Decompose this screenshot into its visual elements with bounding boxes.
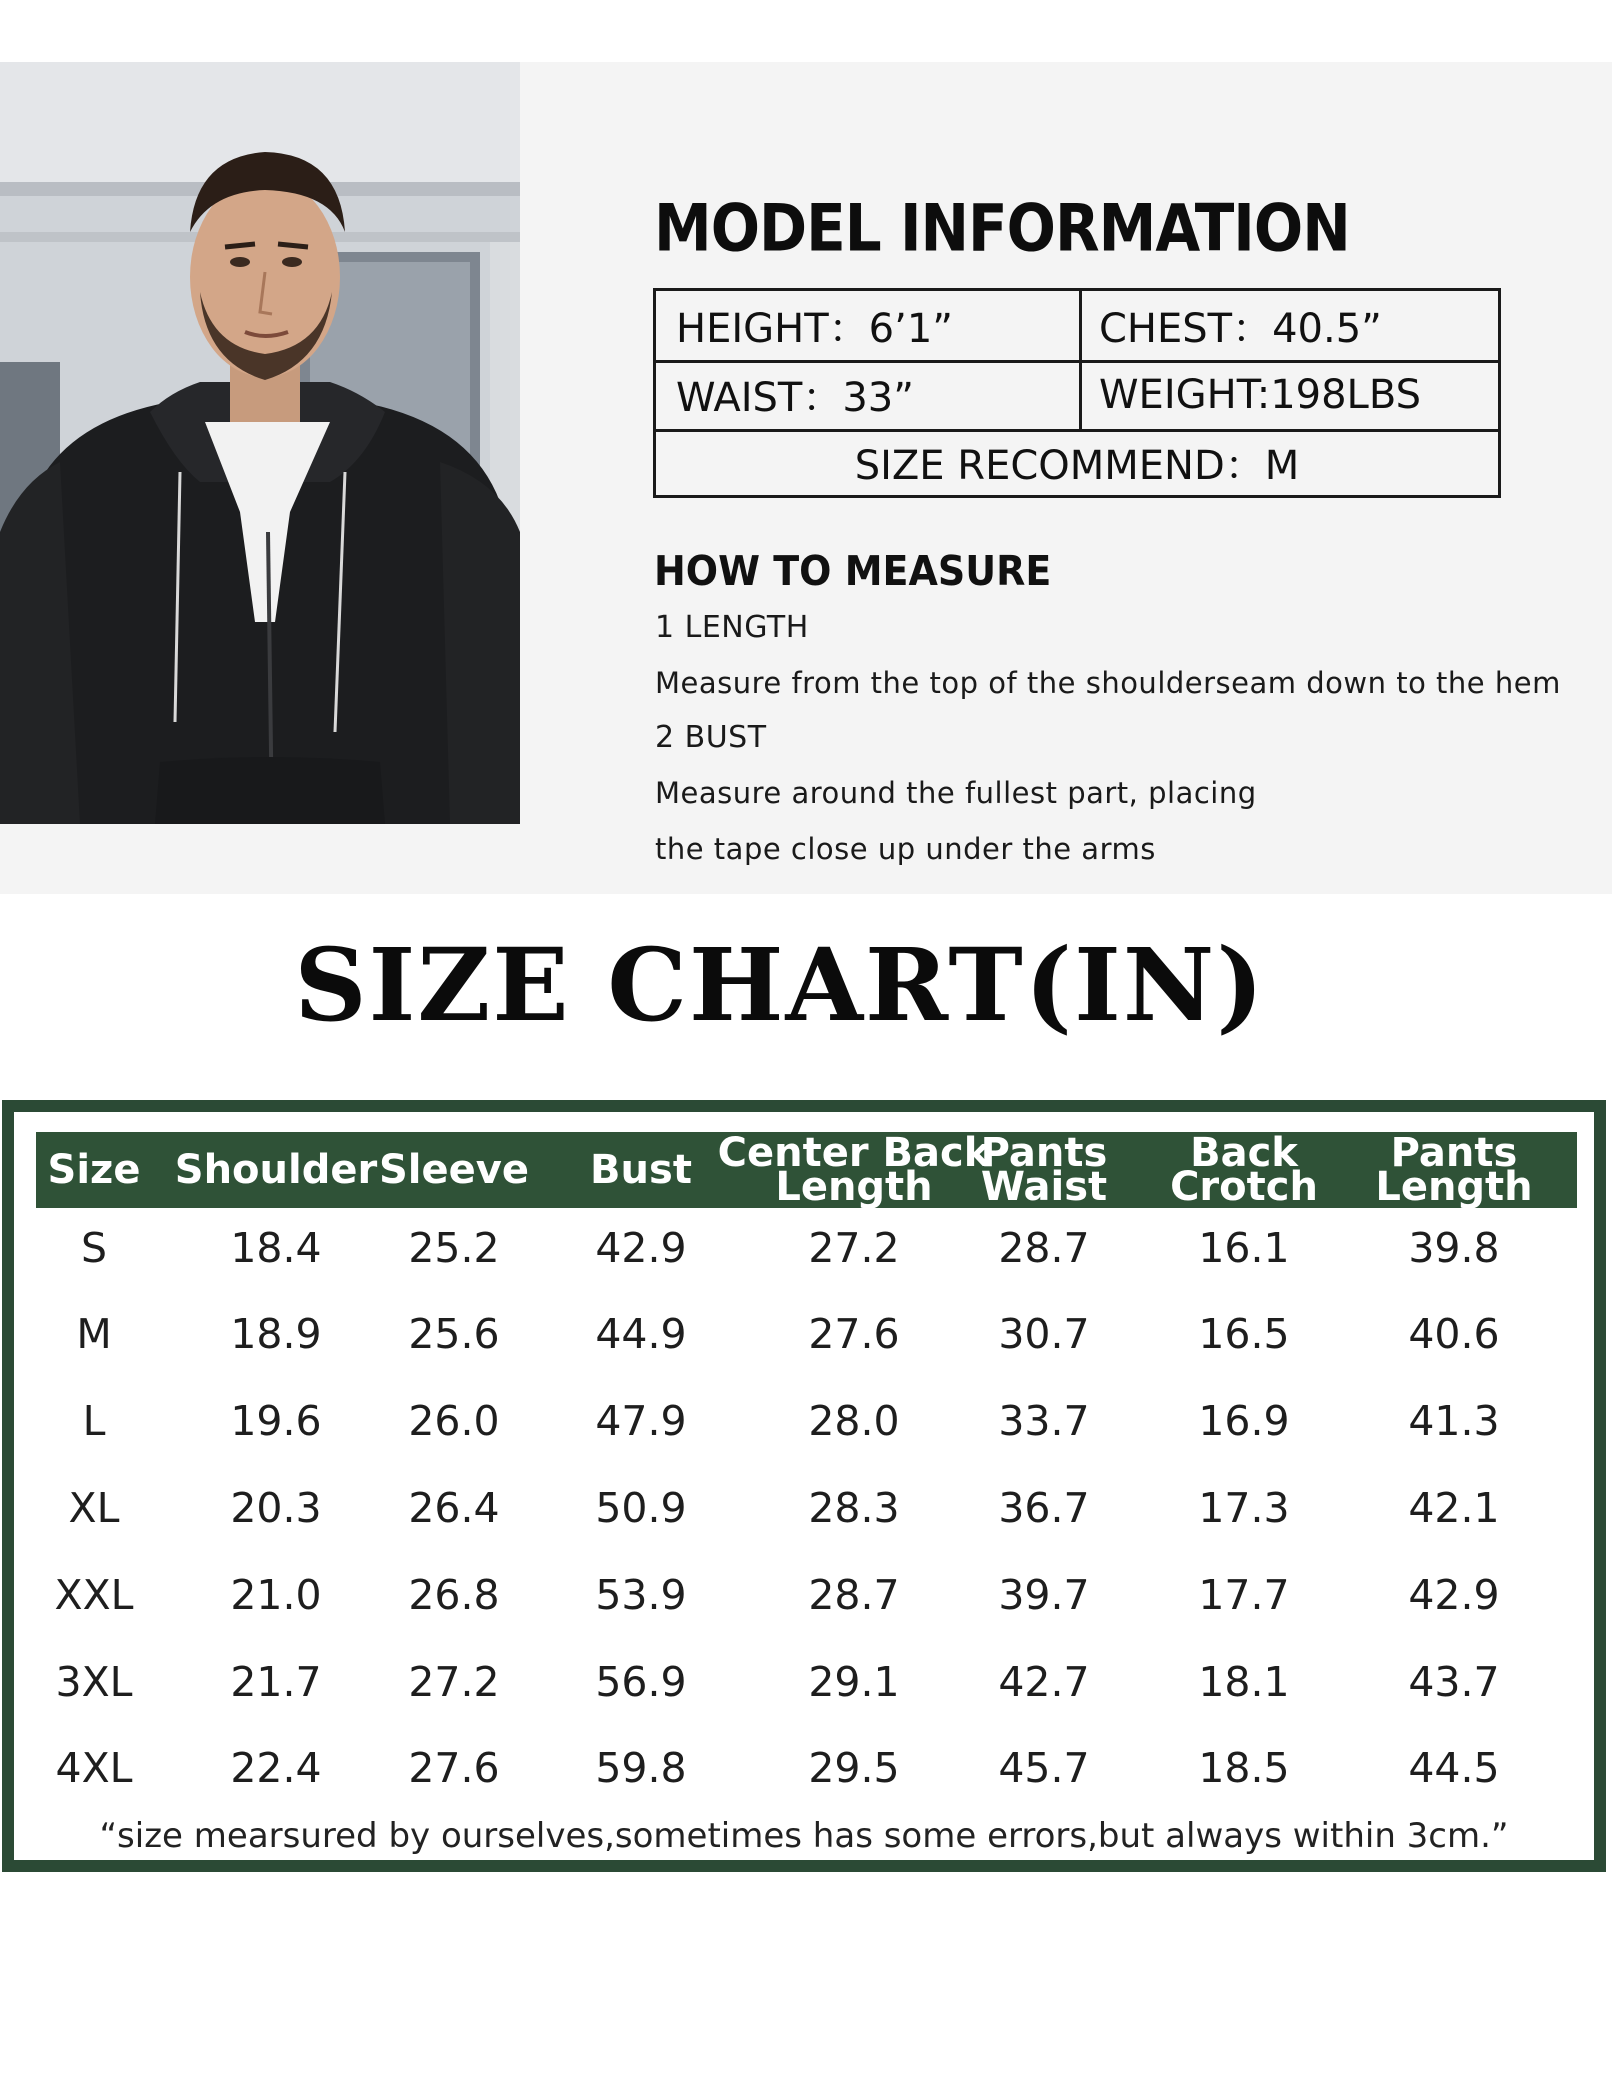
table-cell: 44.9 (595, 1310, 687, 1358)
table-cell: 45.7 (998, 1744, 1090, 1792)
model-photo (0, 62, 520, 824)
table-cell: 47.9 (595, 1397, 687, 1445)
table-cell: 43.7 (1408, 1658, 1500, 1706)
size-label-cell: M (76, 1310, 112, 1358)
table-cell: 56.9 (595, 1658, 687, 1706)
measure-step-2-label: 2 BUST (655, 720, 767, 755)
column-header-shoulder (166, 1132, 386, 1208)
table-cell: 26.0 (408, 1397, 500, 1445)
table-cell: 53.9 (595, 1571, 687, 1619)
info-divider (1079, 360, 1082, 429)
table-cell: 18.9 (230, 1310, 322, 1358)
column-header-text: Center Back (717, 1130, 991, 1176)
column-header-text: Back (1190, 1130, 1298, 1176)
table-cell: 25.2 (408, 1224, 500, 1272)
table-cell: 27.6 (408, 1744, 500, 1792)
column-header-text: Length (1375, 1164, 1533, 1210)
measure-step-1-label: 1 LENGTH (655, 610, 809, 645)
table-cell: 39.8 (1408, 1224, 1500, 1272)
size-label-cell: 3XL (55, 1658, 133, 1706)
column-header-sleeve (374, 1132, 534, 1208)
column-header-bust (566, 1132, 716, 1208)
table-cell: 42.9 (595, 1224, 687, 1272)
column-header-pants-waist (959, 1132, 1129, 1208)
weight-value: WEIGHT:198LBS (1099, 371, 1421, 418)
size-label-cell: 4XL (55, 1744, 133, 1792)
size-label-cell: XXL (54, 1571, 134, 1619)
table-cell: 27.2 (408, 1658, 500, 1706)
size-chart-header (36, 1132, 1577, 1208)
height-value: HEIGHT：6’1” (676, 306, 953, 352)
table-cell: 26.4 (408, 1484, 500, 1532)
size-label-cell: S (80, 1224, 108, 1272)
table-cell: 42.9 (1408, 1571, 1500, 1619)
measure-step-1-text: Measure from the top of the shoulderseam down to the hem (655, 666, 1561, 700)
table-cell: 20.3 (230, 1484, 322, 1532)
model-info-table (653, 288, 1501, 498)
column-header-text: Pants (980, 1130, 1108, 1176)
column-header-pants-length (1354, 1132, 1554, 1208)
info-divider (1079, 291, 1082, 360)
table-cell: 16.9 (1198, 1397, 1290, 1445)
table-cell: 28.7 (808, 1571, 900, 1619)
column-header-text: Waist (980, 1164, 1108, 1210)
table-cell: 17.3 (1198, 1484, 1290, 1532)
column-header-size (39, 1132, 149, 1208)
table-cell: 27.6 (808, 1310, 900, 1358)
column-header-text: Pants (1390, 1130, 1518, 1176)
how-to-measure-title: HOW TO MEASURE (654, 547, 1052, 595)
table-cell: 18.4 (230, 1224, 322, 1272)
model-info-panel (0, 62, 1612, 894)
column-header-text: Sleeve (379, 1147, 529, 1193)
table-cell: 41.3 (1408, 1397, 1500, 1445)
table-cell: 40.6 (1408, 1310, 1500, 1358)
table-cell: 36.7 (998, 1484, 1090, 1532)
table-cell: 21.7 (230, 1658, 322, 1706)
waist-value: WAIST：33” (676, 375, 914, 421)
table-cell: 16.1 (1198, 1224, 1290, 1272)
table-cell: 28.0 (808, 1397, 900, 1445)
size-chart-frame (2, 1100, 1606, 1872)
table-cell: 27.2 (808, 1224, 900, 1272)
table-cell: 25.6 (408, 1310, 500, 1358)
table-cell: 18.5 (1198, 1744, 1290, 1792)
measure-step-2-text-line2: the tape close up under the arms (655, 832, 1156, 866)
table-cell: 19.6 (230, 1397, 322, 1445)
info-row-size-recommend (656, 429, 1498, 495)
info-row-waist-weight (656, 360, 1498, 432)
size-chart-note: “size mearsured by ourselves,sometimes has some errors,but always within 3cm.” (99, 1816, 1509, 1856)
table-cell: 42.1 (1408, 1484, 1500, 1532)
table-cell: 28.3 (808, 1484, 900, 1532)
table-cell: 29.1 (808, 1658, 900, 1706)
measure-step-2-text-line1: Measure around the fullest part, placing (655, 776, 1257, 810)
column-header-text: Bust (590, 1147, 692, 1193)
table-cell: 17.7 (1198, 1571, 1290, 1619)
table-cell: 18.1 (1198, 1658, 1290, 1706)
size-chart-title: SIZE CHART(IN) (294, 926, 1266, 1044)
table-cell: 50.9 (595, 1484, 687, 1532)
table-cell: 39.7 (998, 1571, 1090, 1619)
table-cell: 33.7 (998, 1397, 1090, 1445)
chest-value: CHEST：40.5” (1099, 306, 1382, 352)
table-cell: 16.5 (1198, 1310, 1290, 1358)
table-cell: 30.7 (998, 1310, 1090, 1358)
column-header-center-back-length (717, 1130, 991, 1210)
table-cell: 21.0 (230, 1571, 322, 1619)
table-cell: 59.8 (595, 1744, 687, 1792)
model-information-title: MODEL INFORMATION (654, 190, 1350, 267)
table-cell: 28.7 (998, 1224, 1090, 1272)
column-header-back-crotch (1149, 1132, 1339, 1208)
table-cell: 29.5 (808, 1744, 900, 1792)
table-cell: 44.5 (1408, 1744, 1500, 1792)
table-cell: 26.8 (408, 1571, 500, 1619)
table-cell: 22.4 (230, 1744, 322, 1792)
column-header-text: Size (47, 1147, 141, 1193)
info-row-height-chest (656, 291, 1498, 363)
size-recommend-value: SIZE RECOMMEND：M (854, 442, 1300, 489)
size-label-cell: XL (68, 1484, 120, 1532)
column-header-text: Length (775, 1164, 933, 1210)
column-header-text: Crotch (1170, 1164, 1318, 1210)
column-header-text: Shoulder (174, 1147, 378, 1193)
size-label-cell: L (82, 1397, 106, 1445)
table-cell: 42.7 (998, 1658, 1090, 1706)
